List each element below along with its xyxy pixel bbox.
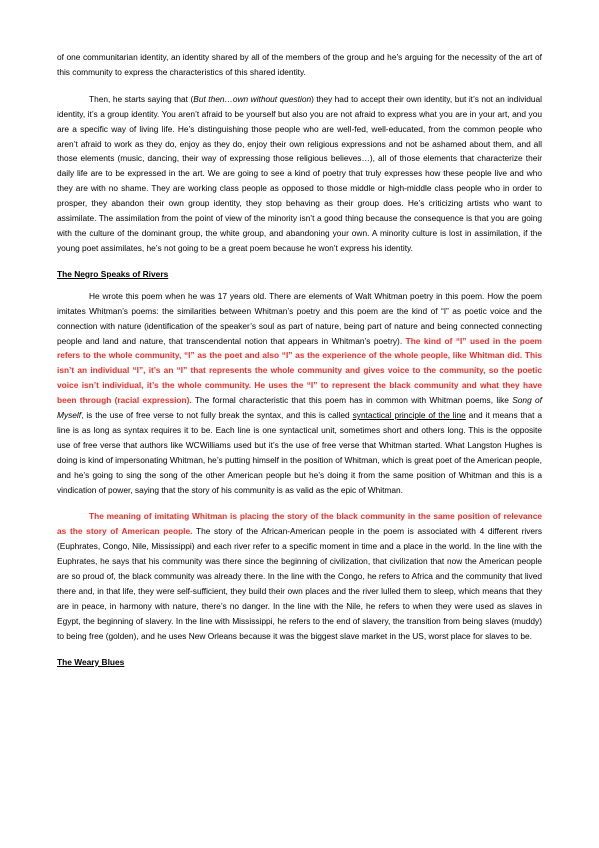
paragraph-four-rivers [57,509,542,643]
highlighted-text: The meaning of imitating Whitman is placing the story of the black community in the same position of relevance as the story of American people. [57,511,542,537]
text-span: and it means that a line is as long as syntax requires it to be. Each line is one syntactical unit, sometimes short and others long. This is the opposite use of free verse that authors like WCWilliams used but it’s the use of free verse that Whitman started. What Langston Hughes is doing is kind of impersonating Whitman, he’s putting himself in the position of Whitman, which is great poet of the American people, and he’s going to sing the song of the other American people but he’s doing it from the same position of Whitman and this is a vindication of power, saying that the story of his community is as valid as the epic of Whitman. [57,410,542,495]
underlined-term: syntactical principle of the line [352,410,466,421]
highlighted-text: The kind of “I” used in the poem refers to the whole community, “I” as the poet and also “I” as the experience of the whole people, like Whitman did. This isn’t an individual “I”, it’s an “I” that represents the whole community and gives voice to the community, so the poetic voice isn’t individual, it’s the whole community. He uses the “I” to represent the black community and what they have been through (racial expression). [57,335,542,406]
poem-title-text: Song of Myself [57,395,542,421]
quoted-text: But then…own without question [193,93,312,104]
section-heading-weary-blues: The Weary Blues [57,656,125,667]
text-span: The formal characteristic that this poem has in common with Whitman poems, like [191,395,513,406]
paragraph-whitman-comparison [57,289,542,498]
section-heading-negro-speaks-of-rivers: The Negro Speaks of Rivers [57,268,169,279]
text-span: , is the use of free verse to not fully break the syntax, and this is called [81,410,353,421]
text-span: He wrote this poem when he was 17 years old. There are elements of Walt Whitman poetry in this poem. How the poem imitates Whitman’s poems: the similarities between Whitman’s poetry and this poem are the kind of “I” as poetic voice and the connection with nature (identification of the speaker’s soul as part of nature, being part of nature and being connected connecting people and land and nature, that transcendental notion that appears in Whitman’s poetry). [57,290,542,346]
text-span: ) they had to accept their own identity, but it’s not an individual identity, it’s a group identity. You aren’t afraid to be yourself but also you are not afraid to express what you are in your art, and you are a specific way of living life. He’s distinguishing those people who are well-fed, well-educated, from the common people who aren’t afraid to work as they do, enjoy as they do, enjoy their own religious expressions and not be ashamed about them, and all those elements (music, dancing, their way of expressing those religious believes…), all of those elements that characterize their daily life are to be expressed in the art. We are going to see a kind of poetry that truly expresses how these people live and who they are with no shame. They are working class people as opposed to those middle or high-middle class people who in order to prosper, they abandon their own group identity, they stop behaving as their group does. He’s criticizing artists who want to assimilate. The assimilation from the point of view of the minority isn’t a good thing because the consequence is that you are going with the culture of the dominant group, the white group, and abandoning your own. A minority culture is lost in assimilation, if the young poet assimilates, he’s not going to be a great poem because he won’t express his identity. [57,93,542,253]
paragraph-group-identity [57,92,542,256]
text-span: Then, he starts saying that ( [89,93,194,104]
paragraph-communitarian-identity: of one communitarian identity, an identity shared by all of the members of the group and he’s arguing for the necessity of the art of this community to express the characteristics of this shared identity. [57,52,542,77]
text-span: The story of the African-American people in the poem is associated with 4 different rivers (Euphrates, Congo, Nile, Mississippi) and each river refer to a specific moment in time and a place in the world. In the line with the Euphrates, he says that his community was there since the beginning of civilization, that civilization that now the American people are so proud of, the black community was already there. In the line with the Congo, he refers to Africa and the community that lived there and, in that life, they were self-sufficient, they build their own places and the river lulled them to sleep, which means that they are in peace, in harmony with nature, there’s no danger. In the line with the Nile, he refers to when they were used as slaves in Egypt, the beginning of slavery. In the line with Mississippi, he refers to the end of slavery, the transition from being slaves (muddy) to being free (golden), and he uses New Orleans because it was the biggest slave market in the US, worst place for slaves to be. [57,526,542,641]
